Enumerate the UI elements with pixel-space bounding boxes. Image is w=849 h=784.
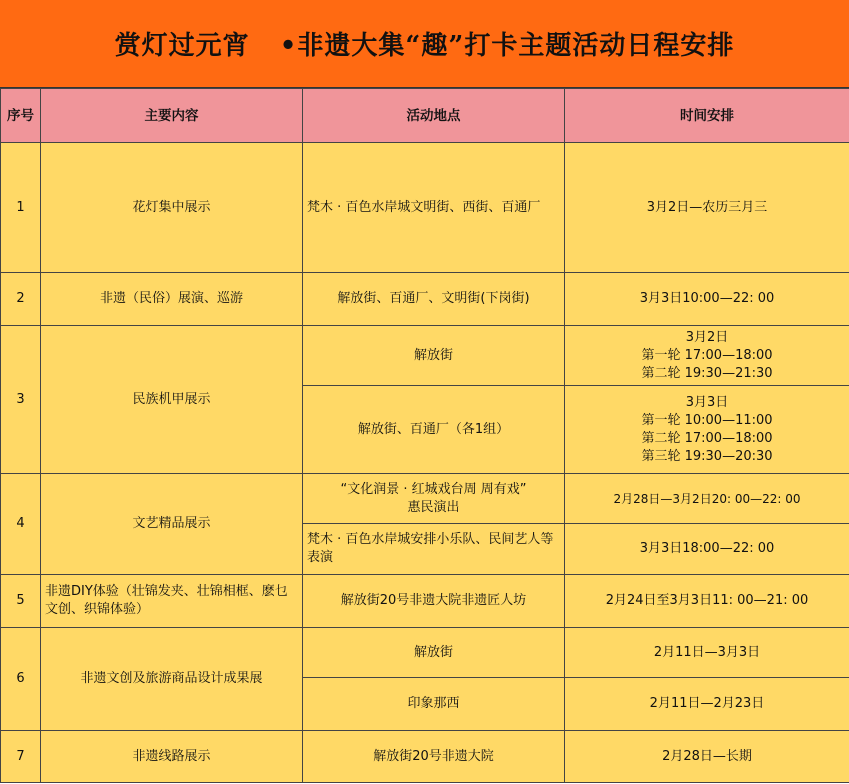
row-content: 文艺精品展示	[41, 474, 303, 575]
header-location: 活动地点	[303, 89, 565, 143]
row-time: 3月3日 第一轮 10:00—11:00 第二轮 17:00—18:00 第三轮 19:30—20:30	[565, 386, 849, 474]
row-location: 解放街、百通厂（各1组）	[303, 386, 565, 474]
row-time: 2月11日—3月3日	[565, 628, 849, 678]
row-no: 7	[1, 731, 41, 783]
row-location: 解放街20号非遗大院	[303, 731, 565, 783]
row-no: 2	[1, 273, 41, 326]
header-content: 主要内容	[41, 89, 303, 143]
row-content: 非遗DIY体验（壮锦发夹、壮锦相框、麽乜文创、织锦体验）	[41, 575, 303, 628]
row-time: 3月2日 第一轮 17:00—18:00 第二轮 19:30—21:30	[565, 326, 849, 386]
row-time: 3月2日—农历三月三	[565, 143, 849, 273]
row-no: 6	[1, 628, 41, 731]
row-no: 4	[1, 474, 41, 575]
header-row	[1, 89, 849, 143]
row-no: 1	[1, 143, 41, 273]
table-row	[1, 731, 849, 783]
row-time: 2月11日—2月23日	[565, 678, 849, 731]
row-location: 解放街	[303, 628, 565, 678]
row-location: 解放街、百通厂、文明街(下岗街)	[303, 273, 565, 326]
row-location: 印象那西	[303, 678, 565, 731]
row-time: 2月28日—3月2日20: 00—22: 00	[565, 474, 849, 524]
page-title: 赏灯过元宵 •非遗大集“趣”打卡主题活动日程安排	[114, 31, 735, 61]
row-location: “文化润景 · 红城戏台周 周有戏” 惠民演出	[303, 474, 565, 524]
row-no: 5	[1, 575, 41, 628]
table-row	[1, 273, 849, 326]
table-row	[1, 628, 849, 678]
row-location: 解放街	[303, 326, 565, 386]
row-location: 梵木 · 百色水岸城安排小乐队、民间艺人等表演	[303, 524, 565, 575]
header-time: 时间安排	[565, 89, 849, 143]
row-time: 2月24日至3月3日11: 00—21: 00	[565, 575, 849, 628]
table-row	[1, 143, 849, 273]
row-time: 3月3日18:00—22: 00	[565, 524, 849, 575]
header-no: 序号	[1, 89, 41, 143]
row-time: 2月28日—长期	[565, 731, 849, 783]
row-content: 非遗线路展示	[41, 731, 303, 783]
row-content: 花灯集中展示	[41, 143, 303, 273]
row-content: 非遗（民俗）展演、巡游	[41, 273, 303, 326]
row-location: 解放街20号非遗大院非遗匠人坊	[303, 575, 565, 628]
schedule-table	[0, 88, 849, 783]
table-row	[1, 474, 849, 524]
row-no: 3	[1, 326, 41, 474]
row-content: 非遗文创及旅游商品设计成果展	[41, 628, 303, 731]
table-row	[1, 575, 849, 628]
row-content: 民族机甲展示	[41, 326, 303, 474]
row-time: 3月3日10:00—22: 00	[565, 273, 849, 326]
title-bar	[0, 0, 849, 88]
row-location: 梵木 · 百色水岸城文明街、西街、百通厂	[303, 143, 565, 273]
table-row	[1, 326, 849, 386]
